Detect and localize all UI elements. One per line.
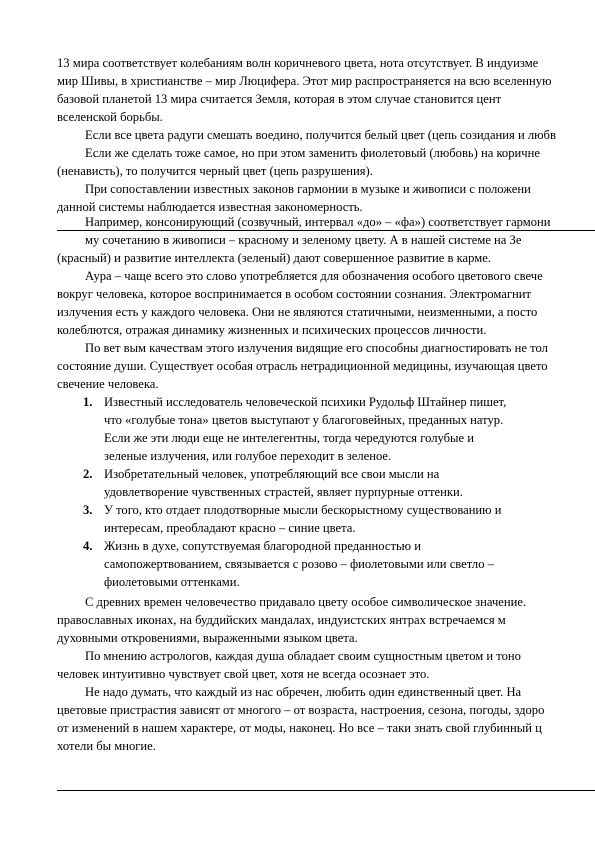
text-line: цветовые пристрастия зависят от многого – от возраста, настроения, сезона, погоды, здоро [57,703,545,717]
list-item-line: Если же эти люди еще не интелегентны, тогда чередуются голубые и [104,431,474,445]
text-line: излучения есть у каждого человека. Они не являются статичными, неизменными, а посто [57,305,538,319]
text-line: С древних времен человечество придавало цвету особое символическое значение. [85,595,527,609]
text-line: По вет вым качествам этого излучения видящие его способны диагностировать не тол [85,341,548,355]
text-line: При сопоставлении известных законов гармонии в музыке и живописи с положени [85,182,531,196]
text-line: православных иконах, на буддийских мандалах, индуистских янтрах встречаемся м [57,613,506,627]
list-item-line: У того, кто отдает плодотворные мысли бескорыстному существованию и [104,503,502,517]
text-line: человек интуитивно чувствует свой цвет, хотя не всегда осознает это. [57,667,430,681]
text-line: данной системы наблюдается известная закономерность. [57,200,363,214]
text-line: (красный) и развитие интеллекта (зеленый) дают совершенное развитие в карме. [57,251,491,265]
text-line: Если же сделать тоже самое, но при этом заменить фиолетовый (любовь) на коричне [85,146,540,160]
text-line: колеблются, отражая динамику жизненных и психических процессов личности. [57,323,487,337]
text-line: му сочетанию в живописи – красному и зеленому цвету. А в нашей системе на Зе [85,233,522,247]
list-number: 1. [83,395,93,409]
list-number: 2. [83,467,93,481]
text-line: 13 мира соответствует колебаниям волн коричневого цвета, нота отсутствует. В индуизме [57,56,539,70]
text-line: (ненависть), то получится черный цвет (цепь разрушения). [57,164,373,178]
text-line: вселенской борьбы. [57,110,163,124]
list-number: 3. [83,503,93,517]
list-item-line: Известный исследователь человеческой психики Рудольф Штайнер пишет, [104,395,507,409]
text-line: Не надо думать, что каждый из нас обречен, любить один единственный цвет. На [85,685,522,699]
list-item-line: Изобретательный человек, употребляющий все свои мысли на [104,467,440,481]
list-item-line: интересам, преобладают красно – синие цвета. [104,521,356,535]
text-line: вокруг человека, которое воспринимается в особом состоянии сознания. Электромагнит [57,287,531,301]
text-line: Если все цвета радуги смешать воедино, получится белый цвет (цепь созидания и любв [85,128,556,142]
divider [57,230,595,231]
footer-divider [57,790,595,791]
text-line: состояние души. Существует особая отрасль нетрадиционной медицины, изучающая цвето [57,359,548,373]
list-item-line: зеленые излучения, или голубое переходит в зеленое. [104,449,392,463]
text-line: духовными откровениями, выраженными языком цвета. [57,631,358,645]
list-item-line: фиолетовыми оттенками. [104,575,240,589]
text-line: Например, консонирующий (созвучный, интервал «до» – «фа») соответствует гармони [85,215,551,229]
text-line: мир Шивы, в христианстве – мир Люцифера. Этот мир распространяется на всю вселенную [57,74,552,88]
text-line: Аура – чаще всего это слово употребляется для обозначения особого цветового свече [85,269,543,283]
text-line: от изменений в нашем характере, от моды, наконец. Но все – таки знать свой глубинный ц [57,721,542,735]
text-line: свечение человека. [57,377,159,391]
text-line: хотели бы многие. [57,739,156,753]
list-item-line: самопожертвованием, связывается с розово – фиолетовыми или светло – [104,557,494,571]
list-item-line: что «голубые тона» цветов выступают у благоговейных, преданных натур. [104,413,504,427]
list-item-line: Жизнь в духе, сопутствуемая благородной преданностью и [104,539,421,553]
list-number: 4. [83,539,93,553]
text-line: По мнению астрологов, каждая душа обладает своим сущностным цветом и тоно [85,649,521,663]
text-line: базовой планетой 13 мира считается Земля, которая в этом случае становится цент [57,92,502,106]
list-item-line: удовлетворение чувственных страстей, являет пурпурные оттенки. [104,485,463,499]
